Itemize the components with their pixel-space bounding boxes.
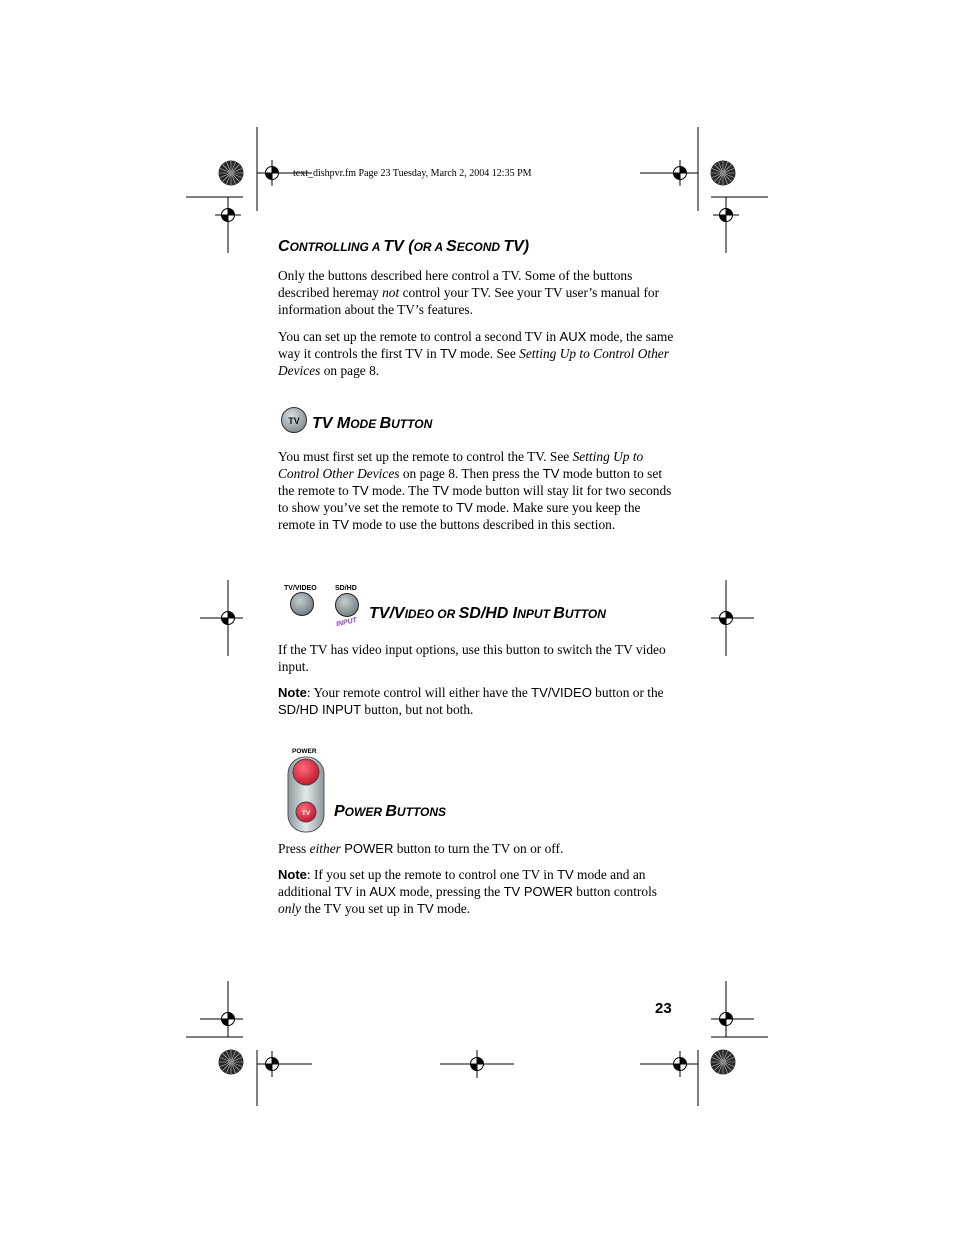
section-heading-tv-video-input: TV/VIDEO OR SD/HD INPUT BUTTON — [369, 605, 606, 622]
registration-mark-icon — [667, 160, 693, 186]
section-heading-power-buttons: POWER BUTTONS — [334, 803, 447, 820]
note-paragraph: Note: Your remote control will either have the TV/VIDEO button or the SD/HD INPUT button, but not both. — [278, 685, 664, 717]
registration-mark-icon — [259, 160, 285, 186]
registration-mark-icon — [215, 202, 241, 228]
power-button-icon — [293, 759, 319, 785]
registration-mark-icon — [713, 202, 739, 228]
tv-video-button-icon — [291, 593, 314, 616]
registration-mark-icon — [259, 1051, 285, 1077]
tv-video-sd-hd-buttons-illustration — [282, 582, 372, 627]
registration-mark-icon — [215, 605, 241, 631]
sd-hd-label: SD/HD — [335, 585, 357, 592]
registration-mark-icon — [215, 1006, 241, 1032]
input-label: INPUT — [335, 616, 358, 629]
header-stamp: text_dishpvr.fm Page 23 Tuesday, March 2, 2004 12:35 PM — [293, 168, 532, 179]
section-heading-controlling-tv: CONTROLLING A TV (OR A SECOND TV) — [278, 238, 530, 255]
tv-icon-label: TV — [288, 416, 300, 426]
starburst-target-icon — [219, 161, 244, 186]
tv-power-label: TV — [301, 810, 311, 817]
paragraph: If the TV has video input options, use this button to switch the TV video input. — [278, 642, 666, 674]
starburst-target-icon — [711, 161, 736, 186]
note-paragraph: Note: If you set up the remote to control one TV in TV mode and an additional TV in AUX mode, pressing the TV POWER button controls only the TV you set up in TV mode. — [278, 867, 657, 916]
registration-mark-icon — [464, 1051, 490, 1077]
sd-hd-input-button-icon — [336, 594, 359, 617]
page-number: 23 — [655, 1000, 672, 1017]
section-heading-tv-mode: TV MODE BUTTON — [312, 415, 433, 432]
power-buttons-illustration — [284, 744, 334, 834]
starburst-target-icon — [219, 1050, 244, 1075]
registration-mark-icon — [713, 1006, 739, 1032]
paragraph: You can set up the remote to control a second TV in AUX mode, the same way it controls the first TV in TV mode. See Setting Up to Control Other Devices on page 8. — [278, 329, 674, 378]
power-label: POWER — [292, 748, 317, 755]
starburst-target-icon — [711, 1050, 736, 1075]
paragraph: Only the buttons described here control a TV. Some of the buttons described heremay not control your TV. See your TV user’s manual for information about the TV’s features. — [278, 268, 660, 317]
tv-mode-button-icon — [280, 406, 310, 436]
paragraph: Press either POWER button to turn the TV on or off. — [278, 841, 564, 856]
registration-mark-icon — [667, 1051, 693, 1077]
tv-video-label: TV/VIDEO — [284, 585, 317, 592]
registration-mark-icon — [713, 605, 739, 631]
paragraph: You must first set up the remote to control the TV. See Setting Up to Control Other Devices on page 8. Then press the TV mode button to set the remote to TV mode. The TV mode button will stay lit for two seconds to show you’ve set the remote to TV mode. Make sure you keep the remote in TV mode to use the buttons described in this section. — [278, 449, 672, 532]
